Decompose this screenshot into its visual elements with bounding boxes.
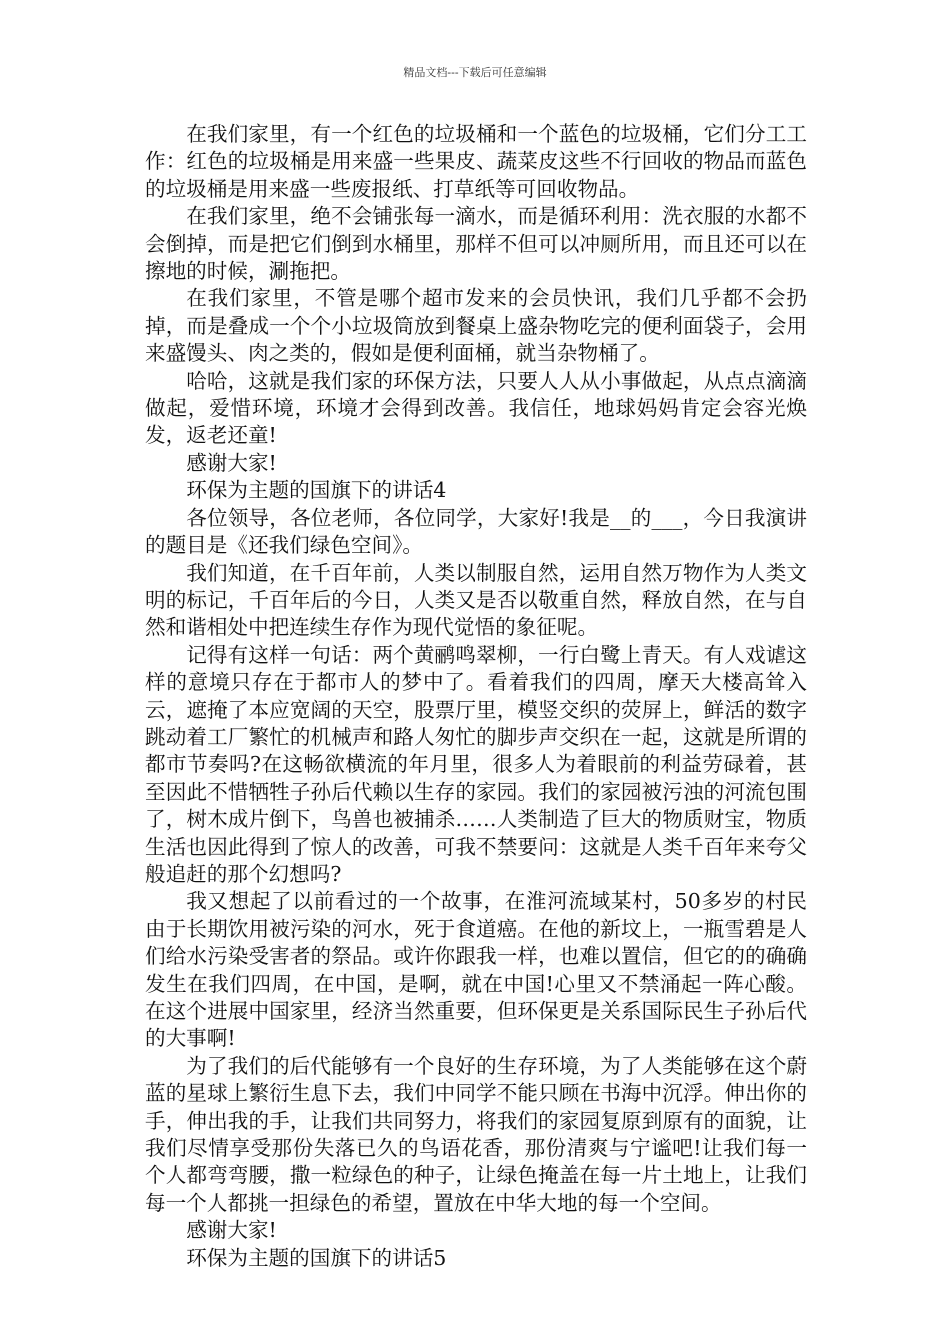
document-body [145,121,807,1272]
paragraph-water-recycling: 在我们家里，绝不会铺张每一滴水，而是循环利用：洗衣服的水都不会倒掉，而是把它们倒到水桶里，那样不但可以冲厕所用，而且还可以在擦地的时候，涮拖把。 [145,204,807,284]
paragraph-call-to-action: 为了我们的后代能够有一个良好的生存环境，为了人类能够在这个蔚蓝的星球上繁衍生息下去，我们中同学不能只顾在书海中沉浮。伸出你的手，伸出我的手，让我们共同努力，将我们的家园复原到原有的面貌，让我们尽情享受那份失落已久的鸟语花香，那份清爽与宁谧吧!让我们每一个人都弯弯腰，撒一粒绿色的种子，让绿色掩盖在每一片土地上，让我们每一个人都挑一担绿色的希望，置放在中华大地的每一个空间。 [145,1053,807,1215]
speech-heading-5: 环保为主题的国旗下的讲话5 [186,1245,447,1270]
paragraph-garbage-bins: 在我们家里，有一个红色的垃圾桶和一个蓝色的垃圾桶，它们分工工作：红色的垃圾桶是用来盛一些果皮、蔬菜皮这些不行回收的物品而蓝色的垃圾桶是用来盛一些废报纸、打草纸等可回收物品。 [145,122,807,201]
paragraph-greeting: 各位领导，各位老师，各位同学，大家好!我是__的___，今日我演讲的题目是《还我们绿色空间》。 [145,505,807,558]
paragraph-thanks: 感谢大家! [186,450,277,475]
page-header: 精品文档---下载后可任意编辑 [403,66,547,79]
paragraph-city-rhythm: 记得有这样一句话：两个黄鹂鸣翠柳，一行白鹭上青天。有人戏谑这样的意境只存在于都市人的梦中了。看着我们的四周，摩天大楼高耸入云，遮掩了本应宽阔的天空，股票厅里，模竖交织的荧屏上，鲜活的数字跳动着工厂繁忙的机械声和路人匆忙的脚步声交织在一起，这就是所谓的都市节奏吗?在这畅欲横流的年月里，很多人为着眼前的利益劳碌着，甚至因此不惜牺牲子孙后代赖以生存的家园。我们的家园被污浊的河流包围了，树木成片倒下，鸟兽也被捕杀……人类制造了巨大的物质财宝，物质生活也因此得到了惊人的改善，可我不禁要问：这就是人类千百年来夸父般追赶的那个幻想吗? [145,642,807,886]
speech-heading-4: 环保为主题的国旗下的讲话4 [186,478,447,503]
paragraph-flyers: 在我们家里，不管是哪个超市发来的会员快讯，我们几乎都不会扔掉，而是叠成一个个小垃圾筒放到餐桌上盛杂物吃完的便利面袋子，会用来盛馒头、肉之类的，假如是便利面桶，就当杂物桶了。 [145,286,807,366]
paragraph-family-method: 哈哈，这就是我们家的环保方法，只要人人从小事做起，从点点滴滴做起，爱惜环境，环境才会得到改善。我信任，地球妈妈肯定会容光焕发，返老还童! [145,368,807,448]
paragraph-nature: 我们知道，在千百年前，人类以制服自然，运用自然万物作为人类文明的标记，千百年后的今日，人类又是否以敬重自然，释放自然，在与自然和谐相处中把连续生存作为现代觉悟的象征呢。 [145,560,807,640]
paragraph-thanks-2: 感谢大家! [186,1218,277,1243]
paragraph-huai-river-story: 我又想起了以前看过的一个故事，在淮河流域某村，50多岁的村民由于长期饮用被污染的河水，死于食道癌。在他的新坟上，一瓶雪碧是人们给水污染受害者的祭品。或许你跟我一样，也难以置信，但它的的确确发生在我们四周，在中国，是啊，就在中国!心里又不禁涌起一阵心酸。在这个进展中国家里，经济当然重要，但环保更是关系国际民生子孙后代的大事啊! [145,889,807,1051]
